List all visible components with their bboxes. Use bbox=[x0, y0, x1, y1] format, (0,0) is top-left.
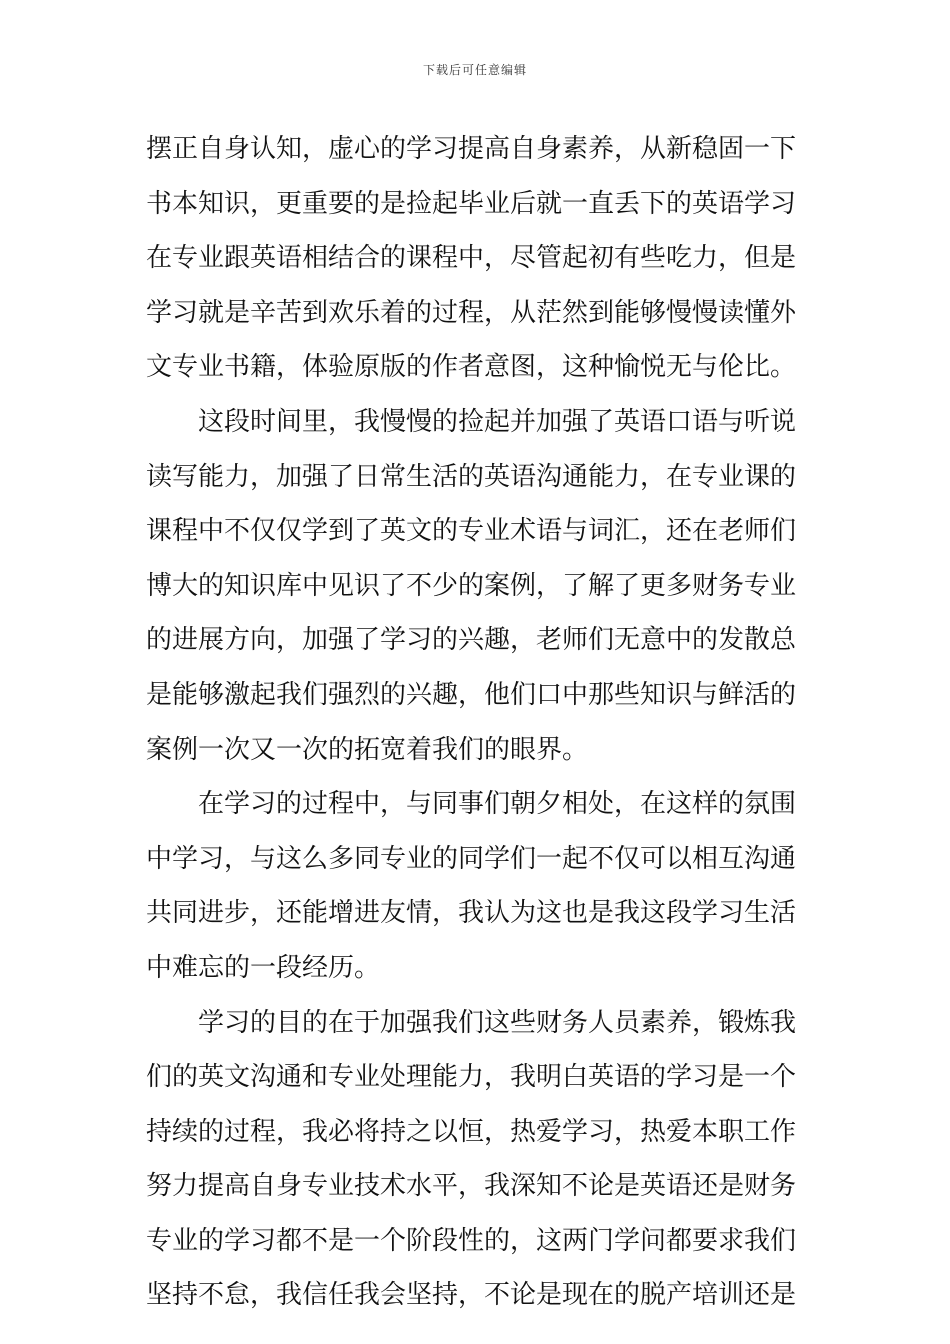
text-line: 学习就是辛苦到欢乐着的过程，从茫然到能够慢慢读懂外 bbox=[146, 297, 797, 328]
text-line: 在专业跟英语相结合的课程中，尽管起初有些吃力，但是 bbox=[146, 243, 797, 274]
text-line: 摆正自身认知，虚心的学习提高自身素养，从新稳固一下 bbox=[146, 134, 797, 164]
document-body bbox=[146, 122, 808, 1323]
text-line: 们的英文沟通和专业处理能力，我明白英语的学习是一个 bbox=[146, 1062, 797, 1093]
text-line: 案例一次又一次的拓宽着我们的眼界。 bbox=[146, 734, 589, 765]
page-header: 下载后可任意编辑 bbox=[422, 63, 527, 77]
text-line: 专业的学习都不是一个阶段性的，这两门学问都要求我们 bbox=[146, 1225, 797, 1256]
text-line: 书本知识，更重要的是捡起毕业后就一直丢下的英语学习 bbox=[146, 188, 797, 219]
text-line: 博大的知识库中见识了不少的案例，了解了更多财务专业 bbox=[146, 570, 797, 601]
text-line: 共同进步，还能增进友情，我认为这也是我这段学习生活 bbox=[146, 898, 797, 929]
text-line: 努力提高自身专业技术水平，我深知不论是英语还是财务 bbox=[146, 1171, 797, 1202]
text-line: 是能够激起我们强烈的兴趣，他们口中那些知识与鲜活的 bbox=[146, 679, 797, 710]
text-line: 文专业书籍，体验原版的作者意图，这种愉悦无与伦比。 bbox=[146, 352, 797, 383]
text-line: 中学习，与这么多同专业的同学们一起不仅可以相互沟通 bbox=[146, 843, 797, 874]
text-line: 持续的过程，我必将持之以恒，热爱学习，热爱本职工作 bbox=[146, 1116, 797, 1147]
paragraph-first-line: 学习的目的在于加强我们这些财务人员素养，锻炼我 bbox=[198, 1007, 797, 1038]
text-line: 课程中不仅仅学到了英文的专业术语与词汇，还在老师们 bbox=[146, 516, 797, 547]
text-line: 的进展方向，加强了学习的兴趣，老师们无意中的发散总 bbox=[146, 625, 797, 656]
paragraph-first-line: 在学习的过程中，与同事们朝夕相处，在这样的氛围 bbox=[198, 789, 797, 820]
text-line: 读写能力，加强了日常生活的英语沟通能力，在专业课的 bbox=[146, 461, 797, 492]
text-line: 中难忘的一段经历。 bbox=[146, 952, 381, 983]
paragraph-first-line: 这段时间里，我慢慢的捡起并加强了英语口语与听说 bbox=[198, 406, 797, 437]
text-line: 坚持不怠，我信任我会坚持，不论是现在的脱产培训还是 bbox=[146, 1280, 797, 1311]
